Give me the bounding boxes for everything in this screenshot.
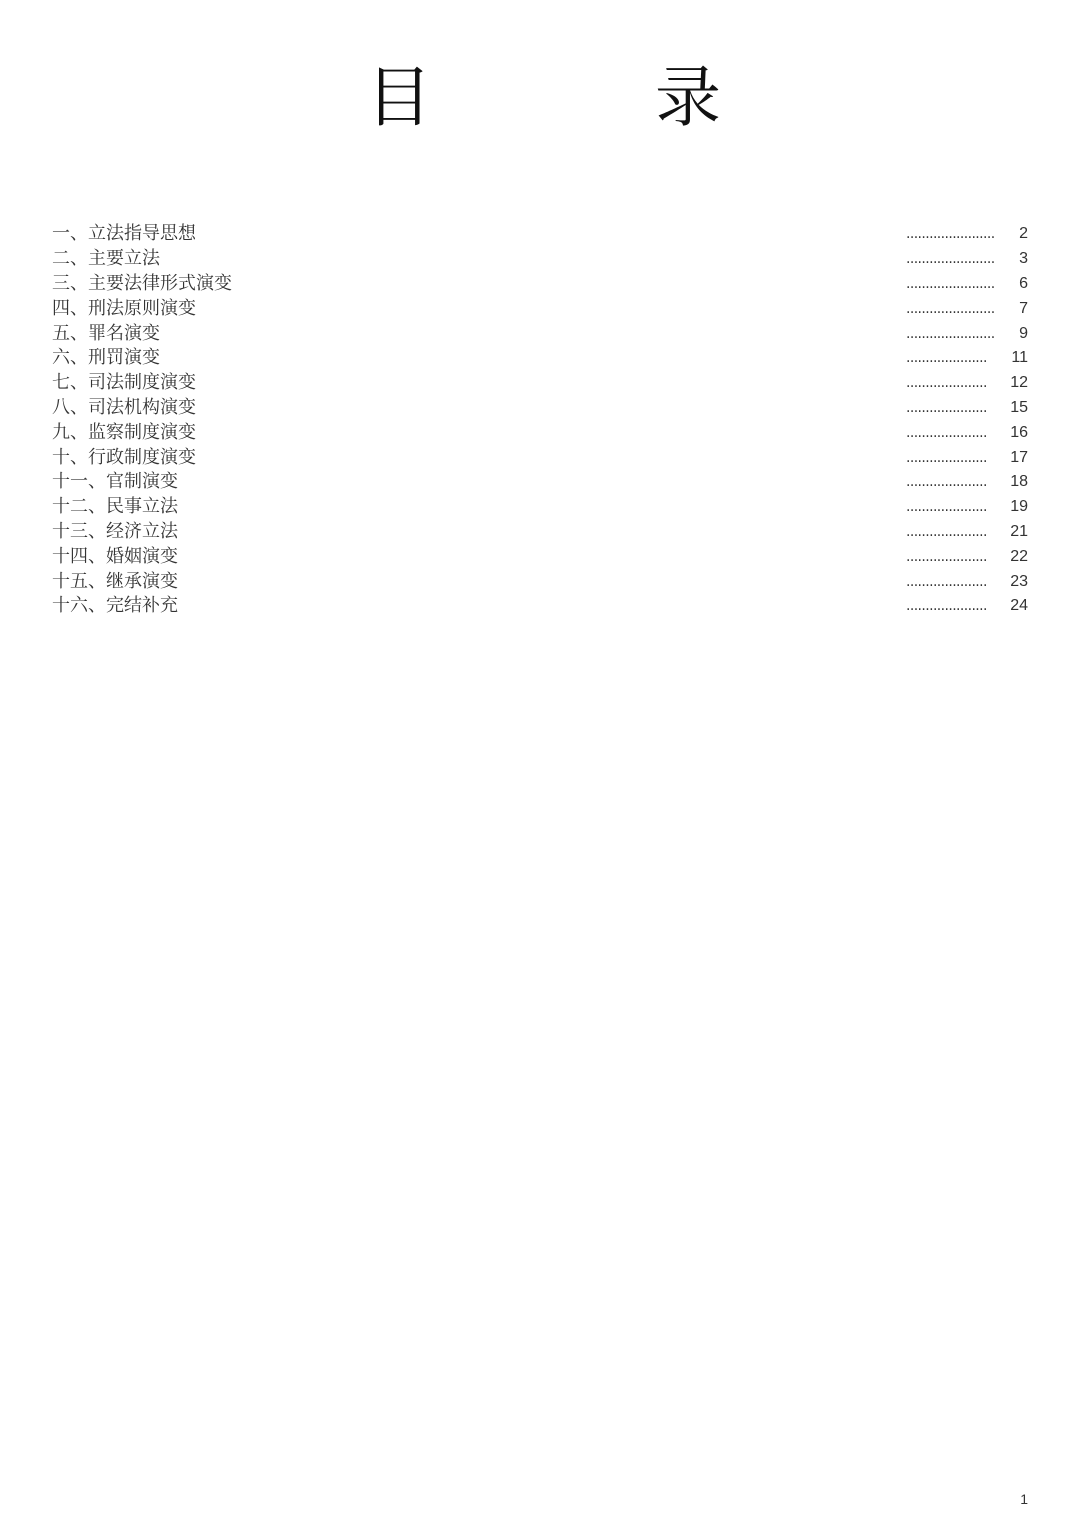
toc-page-number: 11 [1011, 349, 1028, 367]
toc-entry[interactable] [52, 222, 1028, 247]
toc-dot-leader: ..................... [906, 399, 987, 416]
toc-entry[interactable] [52, 247, 1028, 272]
title-char-mu: 目 [366, 59, 432, 136]
toc-entry-label: 四、刑法原则演变 [52, 297, 196, 319]
toc-dot-leader: ..................... [906, 499, 987, 516]
toc-entry-label: 八、司法机构演变 [52, 396, 196, 418]
toc-entry[interactable] [52, 371, 1028, 396]
toc-entry[interactable] [52, 420, 1028, 445]
toc-entry[interactable] [52, 470, 1028, 495]
toc-entry[interactable] [52, 594, 1028, 619]
toc-dot-leader: ..................... [906, 474, 987, 491]
toc-dot-leader: ..................... [906, 573, 987, 590]
toc-page-number: 6 [1019, 274, 1028, 292]
toc-page-number: 12 [1010, 374, 1028, 392]
toc-page-number: 3 [1019, 250, 1028, 268]
toc-entry[interactable] [52, 396, 1028, 421]
toc-entry[interactable] [52, 569, 1028, 594]
toc-dot-leader: ..................... [906, 350, 987, 367]
toc-page-number: 24 [1010, 597, 1028, 615]
toc-entry-label: 一、立法指导思想 [52, 223, 196, 245]
toc-entry-label: 七、司法制度演变 [52, 372, 196, 394]
toc-entry[interactable] [52, 321, 1028, 346]
page-title [0, 58, 1080, 138]
toc-entry-label: 六、刑罚演变 [52, 347, 160, 369]
toc-entry-label: 十四、婚姻演变 [52, 545, 178, 567]
page-footer-number: 1 [1020, 1491, 1028, 1507]
toc-dot-leader: ..................... [906, 548, 987, 565]
toc-entry-label: 五、罪名演变 [52, 322, 160, 344]
toc-dot-leader: ....................... [906, 251, 995, 268]
toc-dot-leader: ..................... [906, 523, 987, 540]
toc-dot-leader: ..................... [906, 598, 987, 615]
toc-entry-label: 三、主要法律形式演变 [52, 272, 232, 294]
toc-dot-leader: ....................... [906, 226, 995, 243]
toc-entry-label: 十二、民事立法 [52, 496, 178, 518]
toc-entry[interactable] [52, 272, 1028, 297]
toc-entry-label: 十五、继承演变 [52, 570, 178, 592]
toc-entry-label: 十六、完结补充 [52, 595, 178, 617]
toc-page-number: 17 [1010, 448, 1028, 466]
toc-page-number: 2 [1019, 225, 1028, 243]
toc-page-number: 22 [1010, 547, 1028, 565]
toc-page-number: 18 [1010, 473, 1028, 491]
toc-entry-label: 九、监察制度演变 [52, 421, 196, 443]
toc-page-number: 16 [1010, 423, 1028, 441]
toc-dot-leader: ....................... [906, 300, 995, 317]
toc-dot-leader: ..................... [906, 449, 987, 466]
toc-entry[interactable] [52, 520, 1028, 545]
toc-page-number: 23 [1010, 572, 1028, 590]
toc-dot-leader: ....................... [906, 275, 995, 292]
toc-entry[interactable] [52, 296, 1028, 321]
title-char-lu: 录 [655, 59, 721, 136]
toc-dot-leader: ..................... [906, 424, 987, 441]
toc-entry-label: 十三、经济立法 [52, 520, 178, 542]
toc-page-number: 19 [1010, 498, 1028, 516]
table-of-contents [52, 222, 1028, 619]
toc-page-number: 21 [1010, 522, 1028, 540]
toc-page-number: 7 [1019, 299, 1028, 317]
toc-entry[interactable] [52, 544, 1028, 569]
toc-dot-leader: ..................... [906, 375, 987, 392]
toc-entry-label: 十一、官制演变 [52, 471, 178, 493]
toc-entry[interactable] [52, 495, 1028, 520]
toc-dot-leader: ....................... [906, 325, 995, 342]
toc-entry-label: 二、主要立法 [52, 248, 160, 270]
toc-entry[interactable] [52, 445, 1028, 470]
toc-entry-label: 十、行政制度演变 [52, 446, 196, 468]
toc-entry[interactable] [52, 346, 1028, 371]
toc-page-number: 15 [1010, 398, 1028, 416]
toc-page-number: 9 [1019, 324, 1028, 342]
